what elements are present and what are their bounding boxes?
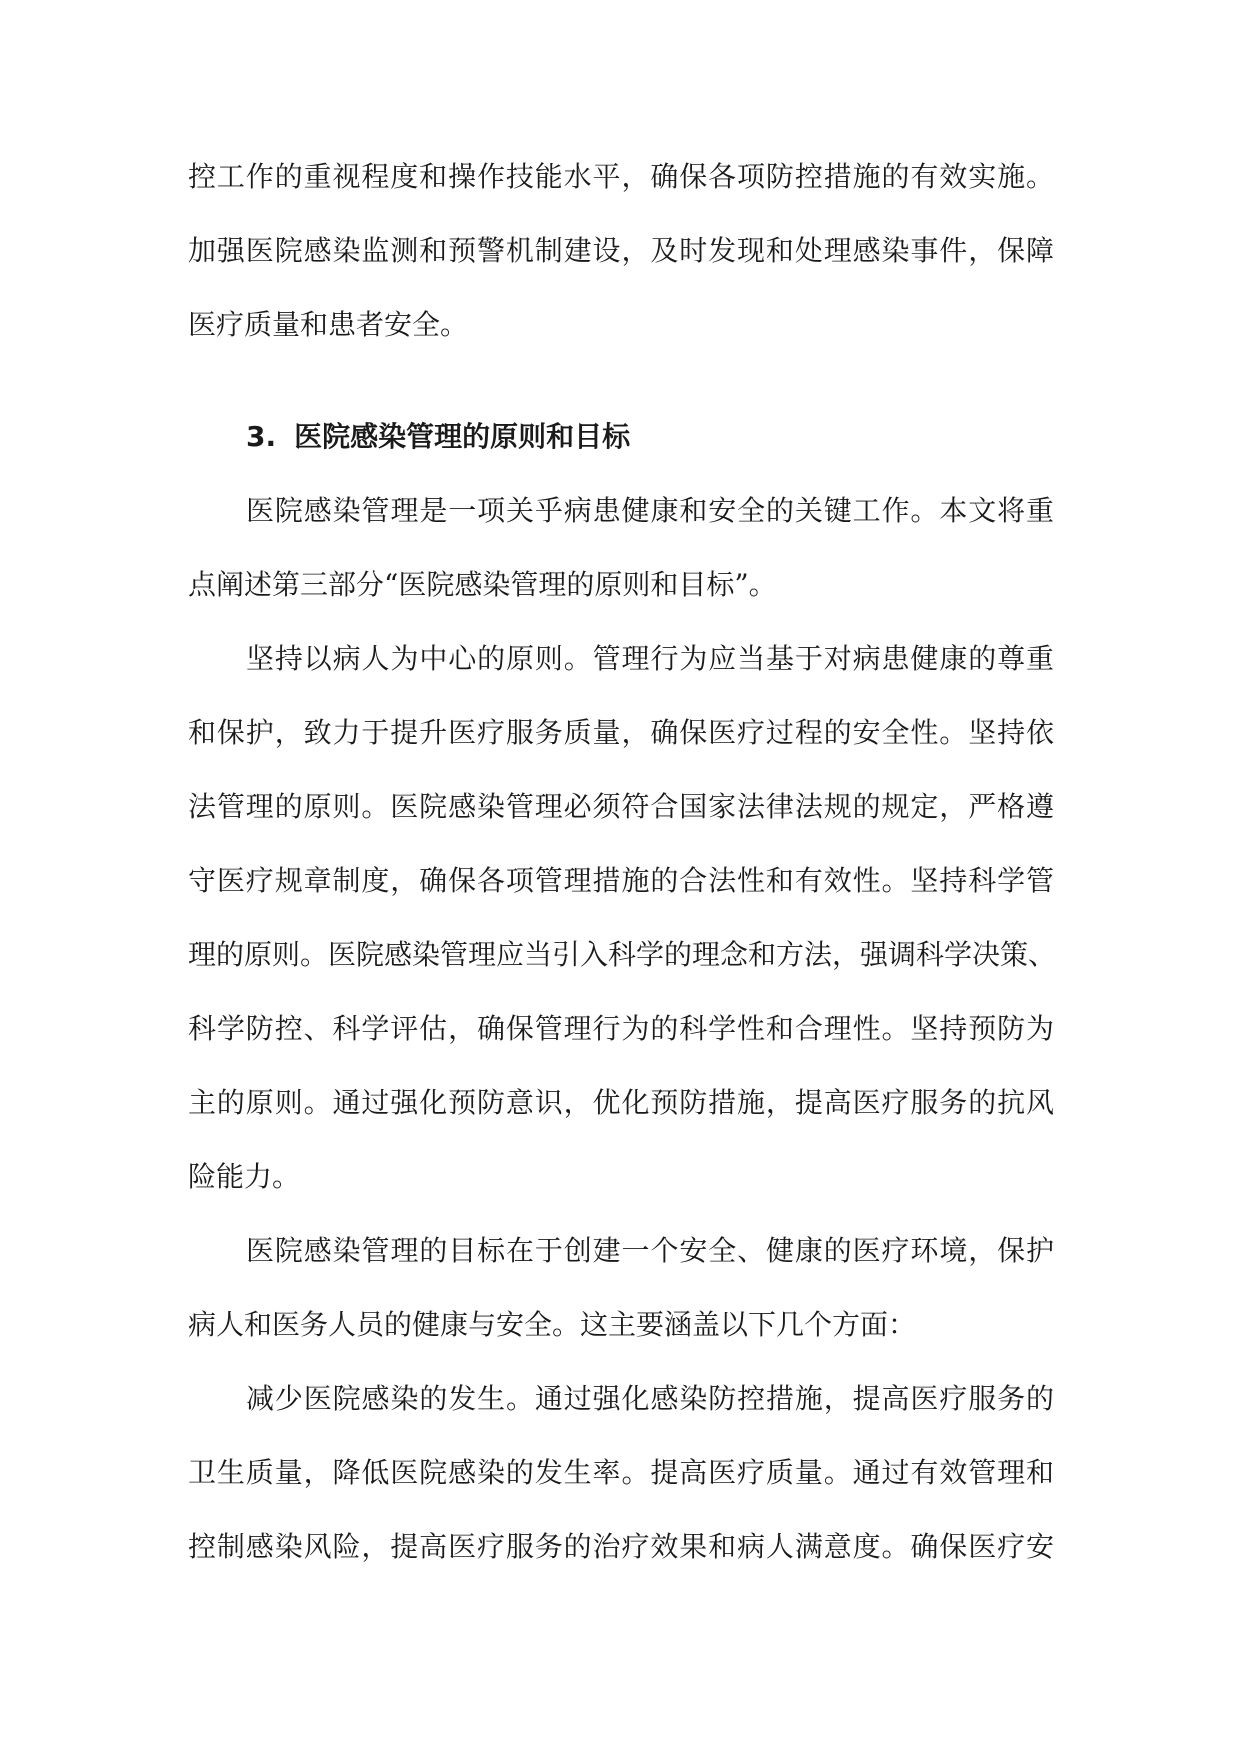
text-line: 医院感染管理是一项关乎病患健康和安全的关键工作。本文将重 bbox=[246, 494, 1054, 527]
text-line: 卫生质量，降低医院感染的发生率。提高医疗质量。通过有效管理和 bbox=[188, 1456, 1054, 1489]
text-line: 点阐述第三部分“医院感染管理的原则和目标”。 bbox=[188, 568, 777, 601]
text-line: 主的原则。通过强化预防意识，优化预防措施，提高医疗服务的抗风 bbox=[188, 1086, 1054, 1119]
text-line: 坚持以病人为中心的原则。管理行为应当基于对病患健康的尊重 bbox=[246, 642, 1054, 675]
text-line: 减少医院感染的发生。通过强化感染防控措施，提高医疗服务的 bbox=[246, 1382, 1054, 1415]
text-line: 险能力。 bbox=[188, 1160, 301, 1193]
text-line: 医院感染管理的目标在于创建一个安全、健康的医疗环境，保护 bbox=[246, 1234, 1054, 1267]
document-page bbox=[188, 140, 1057, 1584]
text-line: 法管理的原则。医院感染管理必须符合国家法律法规的规定，严格遵 bbox=[188, 790, 1054, 823]
paragraph bbox=[188, 1214, 1054, 1362]
text-line: 医疗质量和患者安全。 bbox=[188, 308, 469, 341]
text-line: 理的原则。医院感染管理应当引入科学的理念和方法，强调科学决策、 bbox=[188, 938, 1057, 971]
text-line: 控工作的重视程度和操作技能水平，确保各项防控措施的有效实施。 bbox=[188, 160, 1054, 193]
text-line: 加强医院感染监测和预警机制建设，及时发现和处理感染事件，保障 bbox=[188, 234, 1054, 267]
paragraph bbox=[188, 1362, 1054, 1584]
paragraph-continued bbox=[188, 140, 1054, 362]
text-line: 控制感染风险，提高医疗服务的治疗效果和病人满意度。确保医疗安 bbox=[188, 1530, 1054, 1563]
paragraph bbox=[188, 622, 1057, 1214]
text-line: 病人和医务人员的健康与安全。这主要涵盖以下几个方面： bbox=[188, 1308, 917, 1341]
section-title: 医院感染管理的原则和目标 bbox=[294, 420, 631, 453]
text-line: 和保护，致力于提升医疗服务质量，确保医疗过程的安全性。坚持依 bbox=[188, 716, 1054, 749]
paragraph bbox=[188, 474, 1054, 622]
text-line: 科学防控、科学评估，确保管理行为的科学性和合理性。坚持预防为 bbox=[188, 1012, 1054, 1045]
section-spacer bbox=[188, 362, 1054, 400]
section-heading bbox=[188, 400, 1054, 474]
text-line: 守医疗规章制度，确保各项管理措施的合法性和有效性。坚持科学管 bbox=[188, 864, 1054, 897]
section-number: 3. bbox=[246, 420, 277, 453]
